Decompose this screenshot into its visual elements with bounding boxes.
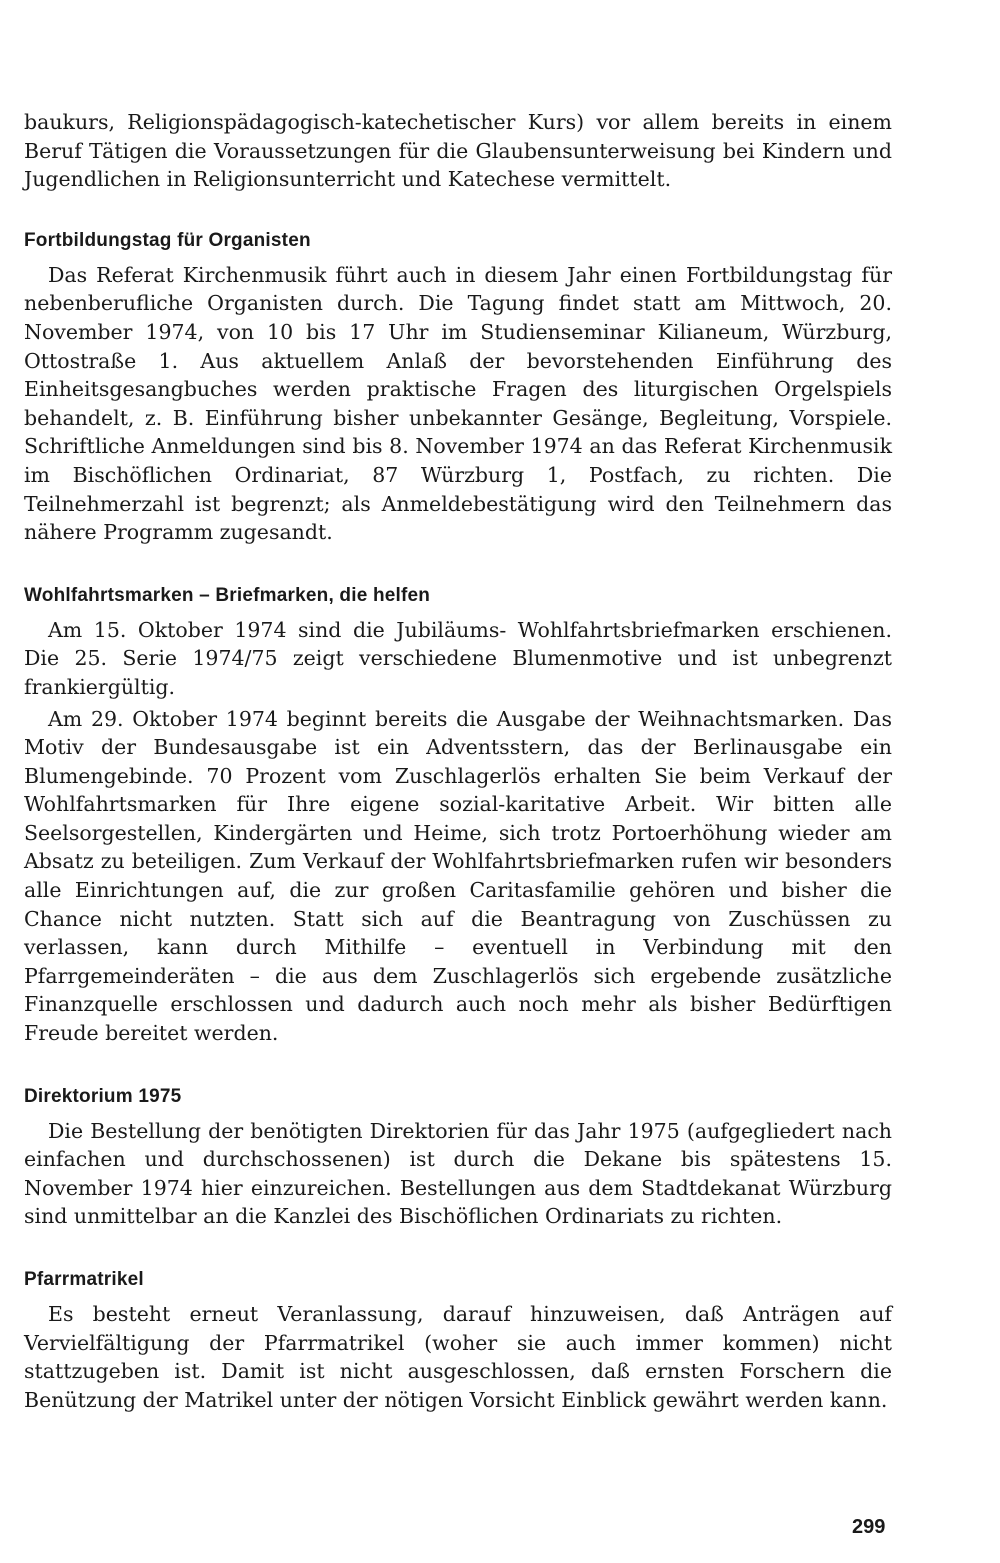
paragraph-direktorium: Die Bestellung der benötigten Direktorien für das Jahr 1975 (aufgegliedert nach einfachen und durchschossenen) ist durch die Dekane bis spätestens 15. November 1974 hier einzureichen. Bestellungen aus dem Stadtdekanat Würzburg sind unmittelbar an die Kanzlei des Bischöflichen Ordinariats zu richten. (24, 1118, 892, 1229)
paragraph-organisten: Das Referat Kirchenmusik führt auch in diesem Jahr einen Fortbildungstag für nebenberufliche Organisten durch. Die Tagung findet statt am Mittwoch, 20. November 1974, von 10 bis 17 Uhr im Studienseminar Kilianeum, Würzburg, Ottostraße 1. Aus aktuellem Anlaß der bevorstehenden Einführung des Einheitsgesangbuches werden praktische Fragen des liturgischen Orgelspiels behandelt, z. B. Einführung bisher unbekannter Gesänge, Begleitung, Vorspiele. Schriftliche Anmeldungen sind bis 8. November 1974 an das Referat Kirchenmusik im Bischöflichen Ordinariat, 87 Würzburg 1, Postfach, zu richten. Die Teilnehmerzahl ist begrenzt; als Anmeldebestätigung wird den Teilnehmern das nähere Programm zugesandt. (24, 262, 892, 545)
paragraph-wohlfahrtsmarken-1: Am 15. Oktober 1974 sind die Jubiläums- Wohlfahrtsbriefmarken erschienen. Die 25. Serie 1974/75 zeigt verschiedene Blumenmotive und ist unbegrenzt frankiergültig. (24, 617, 892, 699)
intro-paragraph: baukurs, Religionspädagogisch-katechetischer Kurs) vor allem bereits in einem Beruf Tätigen die Voraussetzungen für die Glaubensunterweisung bei Kindern und Jugendlichen in Religionsunterricht und Katechese vermittelt. (24, 110, 892, 192)
document-body (24, 108, 892, 1414)
section-heading-organisten: Fortbildungstag für Organisten (24, 229, 311, 251)
page-number: 299 (852, 1516, 886, 1538)
paragraph-wohlfahrtsmarken-2: Am 29. Oktober 1974 beginnt bereits die Ausgabe der Weihnachtsmarken. Das Motiv der Bundesausgabe ist ein Adventsstern, das der Berlinausgabe ein Blumengebinde. 70 Prozent vom Zuschlagerlös erhalten Sie beim Verkauf der Wohlfahrtsmarken für Ihre eigene sozial-karitative Arbeit. Wir bitten alle Seelsorgestellen, Kindergärten und Heime, sich trotz Portoerhöhung wieder am Absatz zu beteiligen. Zum Verkauf der Wohlfahrtsbriefmarken rufen wir besonders alle Einrichtungen auf, die zur großen Caritasfamilie gehören und bisher die Chance nicht nutzten. Statt sich auf die Beantragung von Zuschüssen zu verlassen, kann durch Mithilfe – eventuell in Verbindung mit den Pfarrgemeinderäten – die aus dem Zuschlagerlös sich ergebende zusätzliche Finanzquelle erschlossen und dadurch auch noch mehr als bisher Bedürftigen Freude bereitet werden. (24, 706, 892, 1046)
section-heading-direktorium: Direktorium 1975 (24, 1085, 182, 1107)
paragraph-pfarrmatrikel: Es besteht erneut Veranlassung, darauf hinzuweisen, daß Anträgen auf Vervielfältigung der Pfarrmatrikel (woher sie auch immer kommen) nicht stattzugeben ist. Damit ist nicht ausgeschlossen, daß ernsten Forschern die Benützung der Matrikel unter der nötigen Vorsicht Einblick gewährt werden kann. (24, 1302, 892, 1412)
section-heading-wohlfahrtsmarken: Wohlfahrtsmarken – Briefmarken, die helfen (24, 584, 431, 606)
section-heading-pfarrmatrikel: Pfarrmatrikel (24, 1269, 144, 1290)
